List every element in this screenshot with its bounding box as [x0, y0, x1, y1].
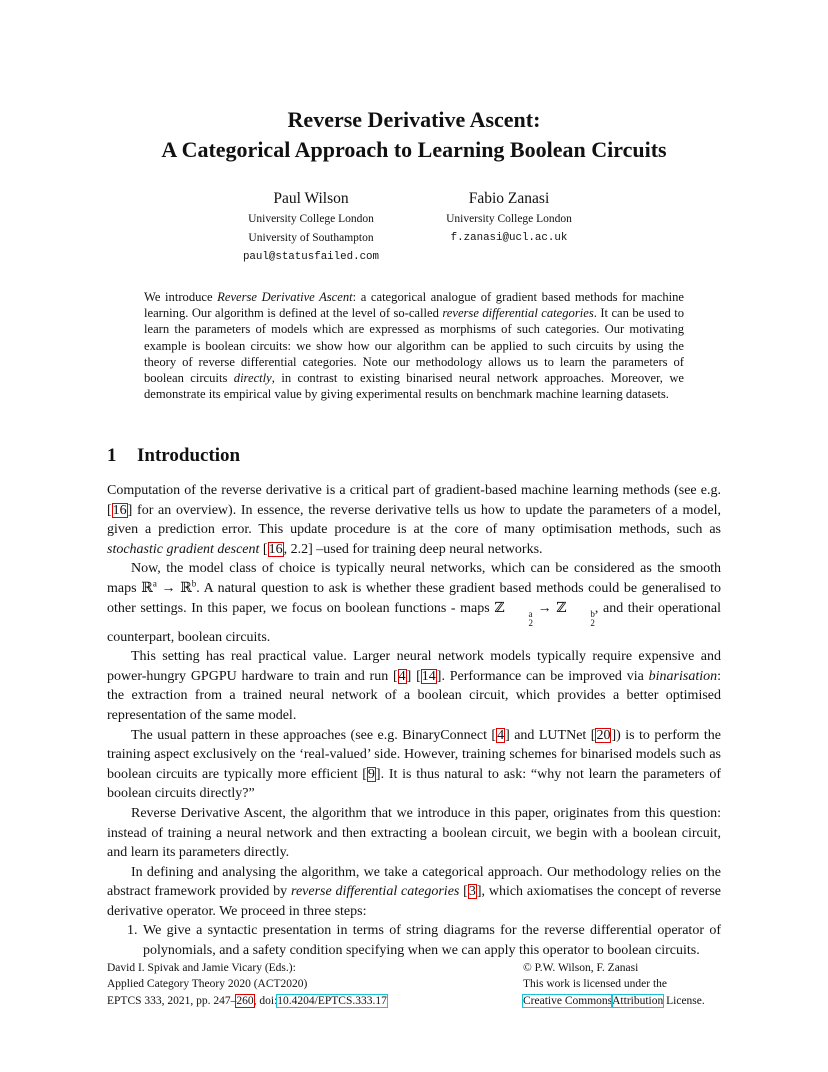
text: ] for an overview). In essence, the reverse derivative tells us how to update the parameters of a model, given a prediction error. This update procedure is at the core of many optimisation methods, such as: [107, 502, 721, 538]
author-name: Paul Wilson: [273, 190, 349, 207]
abstract-emphasis: reverse differential categories: [442, 306, 594, 321]
license-text: This work is licensed under the: [523, 978, 668, 991]
paragraph: [107, 863, 721, 922]
author-block-1: [228, 189, 394, 267]
emphasis: reverse differential categories: [291, 884, 460, 900]
attribution-link[interactable]: Attribution: [612, 994, 664, 1007]
superscript: b: [590, 608, 595, 619]
superscript: a: [152, 578, 157, 589]
paragraph: [107, 481, 721, 559]
text: ]. It is thus natural to ask: “why not learn the parameters of boolean circuits directly?”: [107, 766, 721, 802]
text: → ℝ: [156, 580, 192, 596]
paper-title-line1: Reverse Derivative Ascent:: [287, 107, 541, 132]
text: [: [459, 884, 468, 900]
citation-link[interactable]: 16: [112, 502, 127, 518]
author-affiliation: University College London: [446, 213, 572, 225]
citation-link[interactable]: 4: [497, 727, 505, 743]
section-title: Introduction: [137, 445, 241, 466]
abstract-emphasis: directly: [233, 371, 272, 386]
text: EPTCS 333, 2021, pp. 247–: [107, 994, 237, 1007]
emphasis: binarisation: [648, 668, 718, 684]
text: ]. Performance can be improved via: [436, 668, 649, 684]
text: , and their operational counterpart, boolean circuits.: [107, 600, 722, 645]
copyright: © P.W. Wilson, F. Zanasi: [523, 962, 639, 974]
math-subsup: [505, 610, 534, 628]
abstract: [144, 289, 684, 402]
abstract-text: We introduce: [144, 290, 218, 304]
text: [: [259, 541, 268, 557]
section-number: 1: [107, 445, 117, 466]
citation-link[interactable]: 3: [468, 884, 476, 900]
text: ] and LUTNet [: [505, 727, 596, 743]
abstract-text: . It can be used to learn the parameters of models which are expressed as morphisms of such categories. Our motivating example is boolean circuits: we show how our algorithm can be applied to such circuits by using the theory of reverse differential categories. Note our methodology allows us to learn the parameters of boolean circuits: [144, 306, 684, 386]
footer-editors: David I. Spivak and Jamie Vicary (Eds.):: [107, 962, 296, 974]
author-affiliation: University of Southampton: [248, 232, 374, 244]
text: → ℤ: [533, 600, 567, 616]
text: : the extraction from a trained neural network of a boolean circuit, which provides a better optimised representation of the same model.: [107, 668, 721, 723]
emphasis: stochastic gradient descent: [107, 541, 260, 557]
subscript: 2: [590, 617, 595, 628]
text: The usual pattern in these approaches (see e.g. BinaryConnect [: [131, 727, 497, 743]
creative-commons-link[interactable]: Creative Commons: [523, 994, 613, 1007]
text: ] [: [406, 668, 421, 684]
citation-link[interactable]: 14: [421, 668, 436, 684]
text: , 2.2] –used for training deep neural networks.: [283, 541, 543, 557]
citation-link[interactable]: 9: [367, 766, 375, 782]
text: License.: [663, 994, 705, 1007]
paragraph: [107, 647, 721, 725]
text: Computation of the reverse derivative is a critical part of gradient-based machine learning methods (see e.g. [: [107, 483, 721, 518]
last-page-link[interactable]: 260: [236, 994, 254, 1007]
footer-pub: [107, 993, 387, 1009]
math-subsup: [566, 610, 595, 628]
list-item: 1. We give a syntactic presentation in terms of string diagrams for the reverse differential operator of polynomials, and a safety condition specifying when we can apply this operator to boolean circuits.: [141, 921, 721, 960]
subscript: 2: [528, 617, 533, 628]
author-name: Fabio Zanasi: [468, 190, 550, 207]
doi-link[interactable]: 10.4204/EPTCS.333.17: [277, 994, 387, 1007]
text: . A natural question to ask is whether these gradient based methods could be generalised to other settings. In this paper, we focus on boolean functions - maps ℤ: [107, 580, 721, 616]
author-block-2: [432, 189, 586, 248]
section-heading: [107, 444, 240, 468]
text: Now, the model class of choice is typically neural networks, which can be considered as the smooth maps ℝ: [107, 561, 721, 596]
abstract-text: : a categorical analogue of gradient based methods for machine learning. Our algorithm is defined at the level of so-called: [144, 290, 685, 321]
paragraph: Reverse Derivative Ascent, the algorithm that we introduce in this paper, originates from this question: instead of training a neural network and then extracting a boolean circuit, we begin with a boolean circuit, and learn its parameters directly.: [107, 805, 721, 861]
superscript: a: [528, 608, 533, 619]
footer-venue: Applied Category Theory 2020 (ACT2020): [107, 978, 308, 991]
paragraph: [107, 726, 721, 804]
text: ], which axiomatises the concept of reverse derivative operator. We proceed in three steps:: [107, 884, 721, 919]
body-text: [107, 481, 721, 961]
citation-link[interactable]: 20: [596, 727, 611, 743]
citation-link[interactable]: 4: [398, 668, 406, 684]
superscript: b: [191, 578, 197, 589]
author-email[interactable]: paul@statusfailed.com: [242, 251, 380, 263]
footer-left: [107, 960, 387, 1009]
steps-list: [107, 921, 721, 960]
footer-right: [523, 960, 705, 1009]
author-email[interactable]: f.zanasi@ucl.ac.uk: [450, 232, 568, 244]
text: In defining and analysing the algorithm, we take a categorical approach. Our methodology relies on the abstract framework provided by: [107, 864, 721, 900]
text: This setting has real practical value. Larger neural network models typically require expensive and power-hungry GPGPU hardware to train and run [: [107, 649, 721, 684]
license-line: [523, 993, 705, 1009]
citation-link[interactable]: 16: [268, 541, 283, 557]
author-affiliation: University College London: [248, 213, 374, 225]
abstract-emphasis: Reverse Derivative Ascent: [217, 290, 353, 304]
text: , doi:: [253, 994, 278, 1007]
paper-title-line2: A Categorical Approach to Learning Boolean Circuits: [161, 137, 667, 162]
text: ]) is to perform the training aspect exclusively on the ‘real-valued’ side. However, training schemes for binarised models such as boolean circuits are typically more efficient [: [107, 727, 722, 782]
abstract-text: , in contrast to existing binarised neural network approaches. Moreover, we demonstrate its empirical value by giving experimental results on benchmark machine learning datasets.: [144, 371, 685, 402]
paragraph: [107, 559, 721, 647]
